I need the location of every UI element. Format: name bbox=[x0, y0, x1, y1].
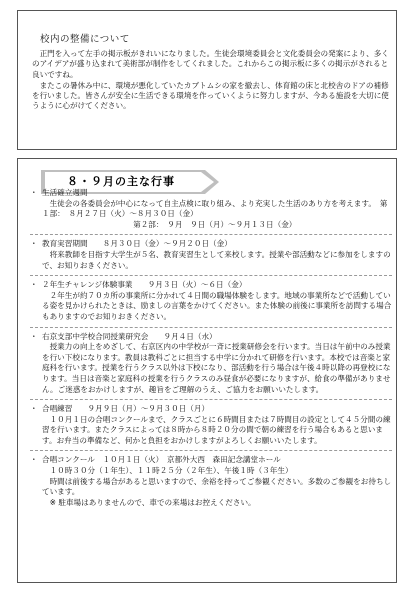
bullet: ・ bbox=[30, 404, 38, 414]
event-text: ２年生チャレンジ体験事業 ９月３日（火）～６日（金） ２年生が約７０カ所の事業所に分かれて４日間の職場体験をします。地域の事業所などで活動している姿を見かけられたときは、励ましの言葉をかけてください。また体験の前後に事業所を訪問する場合もありますのでお知りおきください。 bbox=[42, 280, 392, 321]
event-item bbox=[30, 404, 392, 446]
event-text: 合唱練習 ９月９日（月）～９月３０日（月） １０月１日の合唱コンクールまで、クラスごとに６時間目または７時間目の設定として４５分間の練習を行います。またクラスによっては８時から８時２０分の間で朝の練習を行う場合もあると思います。お弁当の準備など、何かと負担をおかけしますがよろしくお願いいたします。 bbox=[42, 404, 391, 445]
bullet: ・ bbox=[30, 331, 38, 341]
event-item bbox=[30, 280, 392, 322]
maintenance-title: 校内の整備について bbox=[40, 34, 130, 45]
bullet: ・ bbox=[30, 455, 38, 465]
maintenance-paragraph: またこの暑休み中に、環境が悪化していたカブトムシの家を撤去し、体育館の床と北校舎のドアの補修を行いました。皆さんが安全に生活できる環境を作っていくように努力しますが、今ある施設を大切に使うように心がけてください。 bbox=[32, 80, 389, 111]
event-item bbox=[30, 332, 392, 396]
event-text: 右京支部中学校合同授業研究会 ９月４日（水） 授業力の向上をめざして、右京区内の中学校が一斉に授業研修会を行います。当日は午前中のみ授業を行い下校になります。教員は教科ごとに担当する中学に分かれて研修を行います。本校では音楽と家庭科を行います。授業を行うクラス以外は下校になり、部活動を行う場合は午後４時以降の再登校になります。当日は音楽と家庭科の授業を行うクラスのみ昼食が必要になりますが、給食の準備がありません。ご迷惑をおかけしますが、趣旨をご理解のうえ、ご協力をお願いいたします。 bbox=[42, 331, 391, 394]
event-text: 教育実習期間 ８月３０日（金）～９月２０日（金） 将来教師を目指す大学生が５名、教育実習生として来校します。授業や部活動などに参加をしますので、お知りおきください。 bbox=[42, 239, 391, 270]
divider bbox=[30, 327, 392, 328]
bullet: ・ bbox=[30, 280, 38, 290]
divider bbox=[30, 234, 392, 235]
divider bbox=[30, 450, 392, 451]
event-text: 合唱コンクール １０月１日（火） 京都外大西 森田記念講堂ホール １０時３０分（１年生）、１１時２５分（２年生）、午後１時（３年生） 時間は前後する場合があると思いますので、余裕を持ってご参観ください。多数のご参観をお待ちしています。 ※ 駐車場はありませんので、車での来場はお控えください。 bbox=[42, 455, 392, 507]
divider bbox=[30, 275, 392, 276]
event-item bbox=[30, 188, 392, 230]
bullet: ・ bbox=[30, 188, 38, 197]
events-title: ８・９月の主な行事 bbox=[67, 175, 175, 188]
bullet: ・ bbox=[30, 239, 38, 249]
event-item bbox=[30, 239, 392, 271]
event-item bbox=[30, 455, 392, 508]
events-list bbox=[30, 188, 392, 508]
maintenance-body bbox=[32, 49, 390, 113]
event-text: 生活確立週間 生徒会の各委員会が中心になって自主点検に取り組み、より充実した生活のあり方を考えます。 第１部： ８月２７日（火）～８月３０日（金） 第２部： ９月 ９日（月）～９月１３日（金） bbox=[42, 188, 388, 229]
divider bbox=[30, 399, 392, 400]
maintenance-paragraph: 正門を入って左手の掲示板がきれいになりました。生徒会環境委員会と文化委員会の発案により、多くのアイデアが盛り込まれて美術部が制作をしてくれました。これからこの掲示板に多くの掲示がされると良いですね。 bbox=[32, 49, 389, 79]
